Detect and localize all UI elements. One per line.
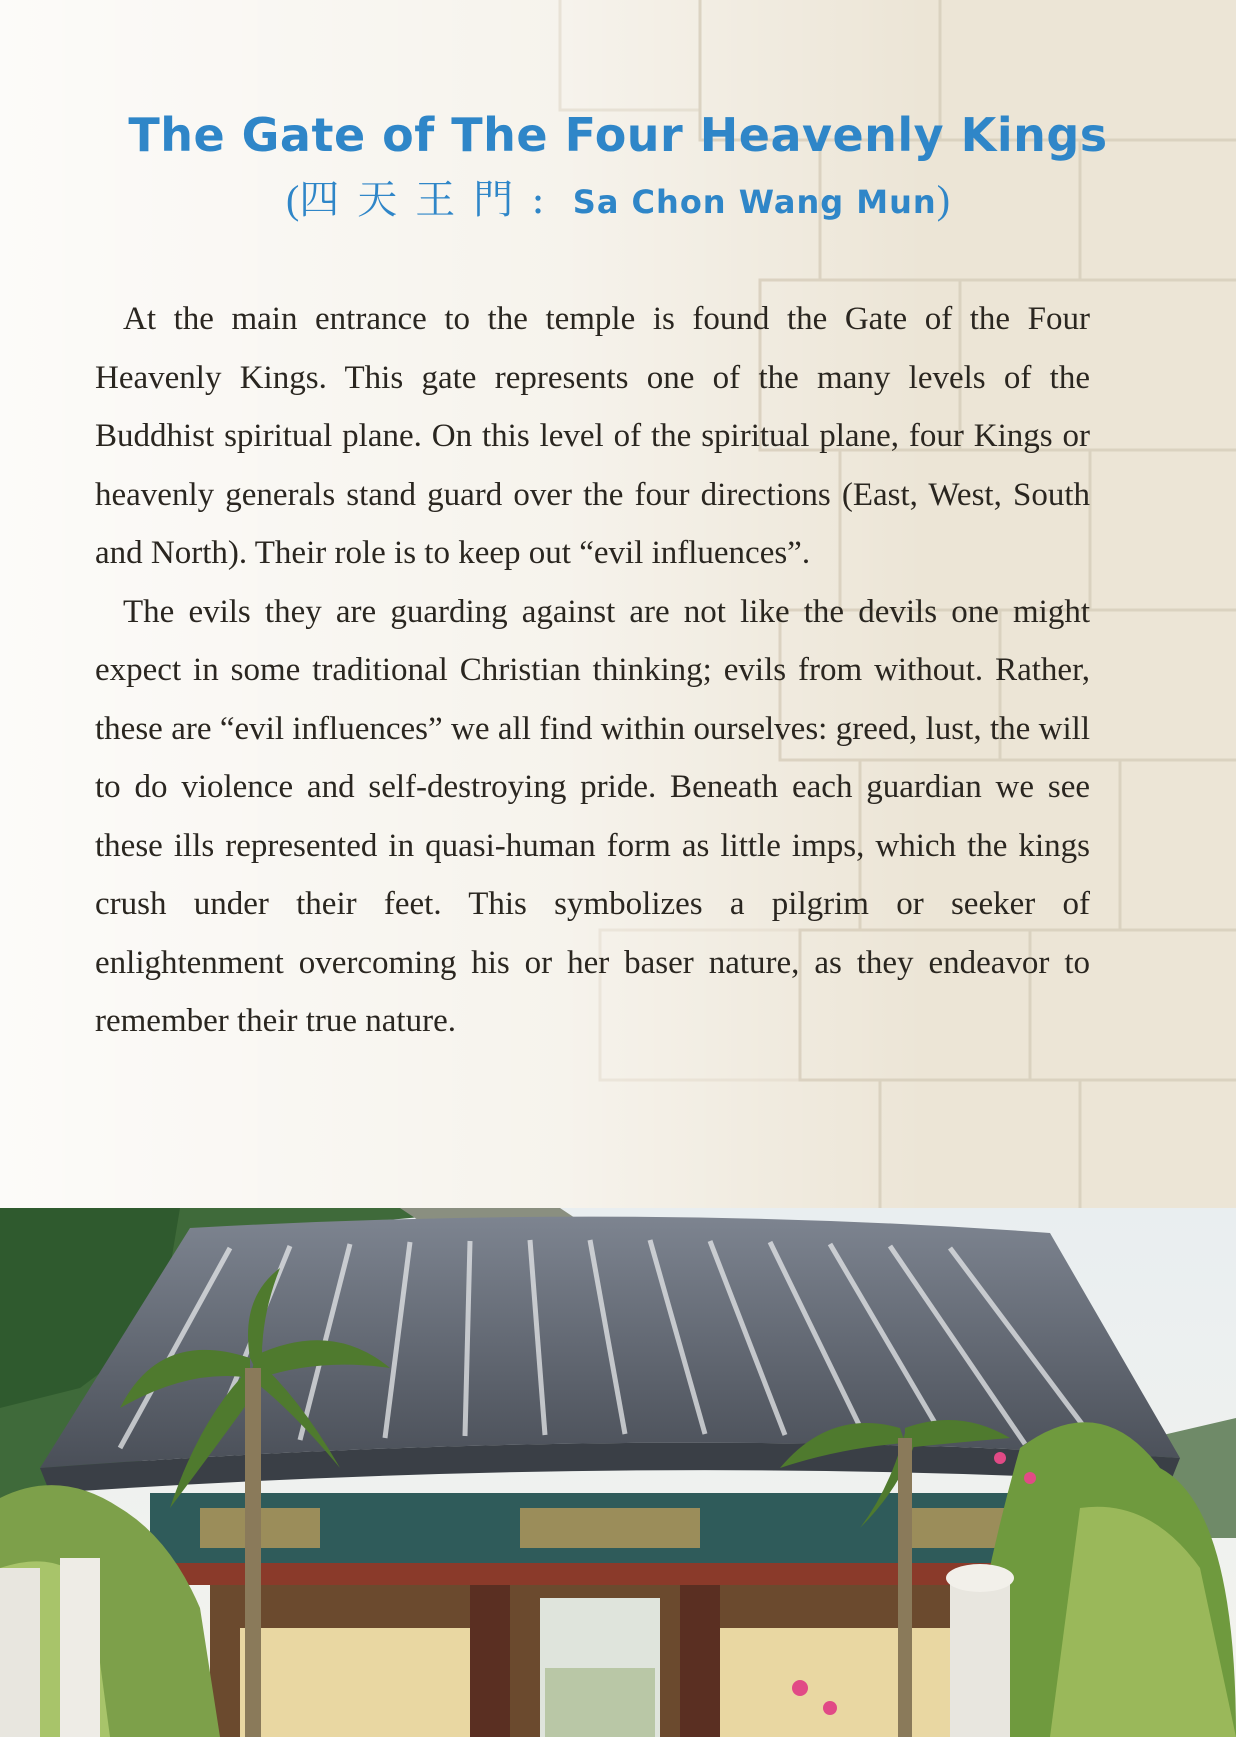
paragraph: At the main entrance to the temple is found the Gate of the Four Heavenly Kings. This gate represents one of the many levels of the Buddhist spiritual plane. On this level of the spiritual plane, four Kings or heavenly generals stand guard over the four directions (East, West, South and North). Their role is to keep out “evil influences”. bbox=[95, 301, 1090, 571]
body-text bbox=[95, 290, 1090, 1051]
subtitle-hanja: 四天王門: bbox=[299, 177, 563, 223]
subtitle-open-paren: ( bbox=[285, 177, 300, 222]
subtitle-romanization: Sa Chon Wang Mun bbox=[572, 183, 937, 221]
paragraph: The evils they are guarding against are not like the devils one might expect in some traditional Christian thinking; evils from without. Rather, these are “evil influences” we all find within ourselves: greed, lust, the will to do violence and self-destroying pride. Beneath each guardian we see these ills represented in quasi-human form as little imps, which the kings crush under their feet. This symbolizes a pilgrim or seeker of enlightenment overcoming his or her baser nature, as they endeavor to remember their true nature. bbox=[95, 593, 1090, 1039]
page-subtitle bbox=[0, 168, 1236, 225]
temple-gate-photo bbox=[0, 1208, 1236, 1737]
page-title: The Gate of The Four Heavenly Kings bbox=[128, 108, 1108, 162]
subtitle-close-paren: ) bbox=[936, 177, 951, 222]
